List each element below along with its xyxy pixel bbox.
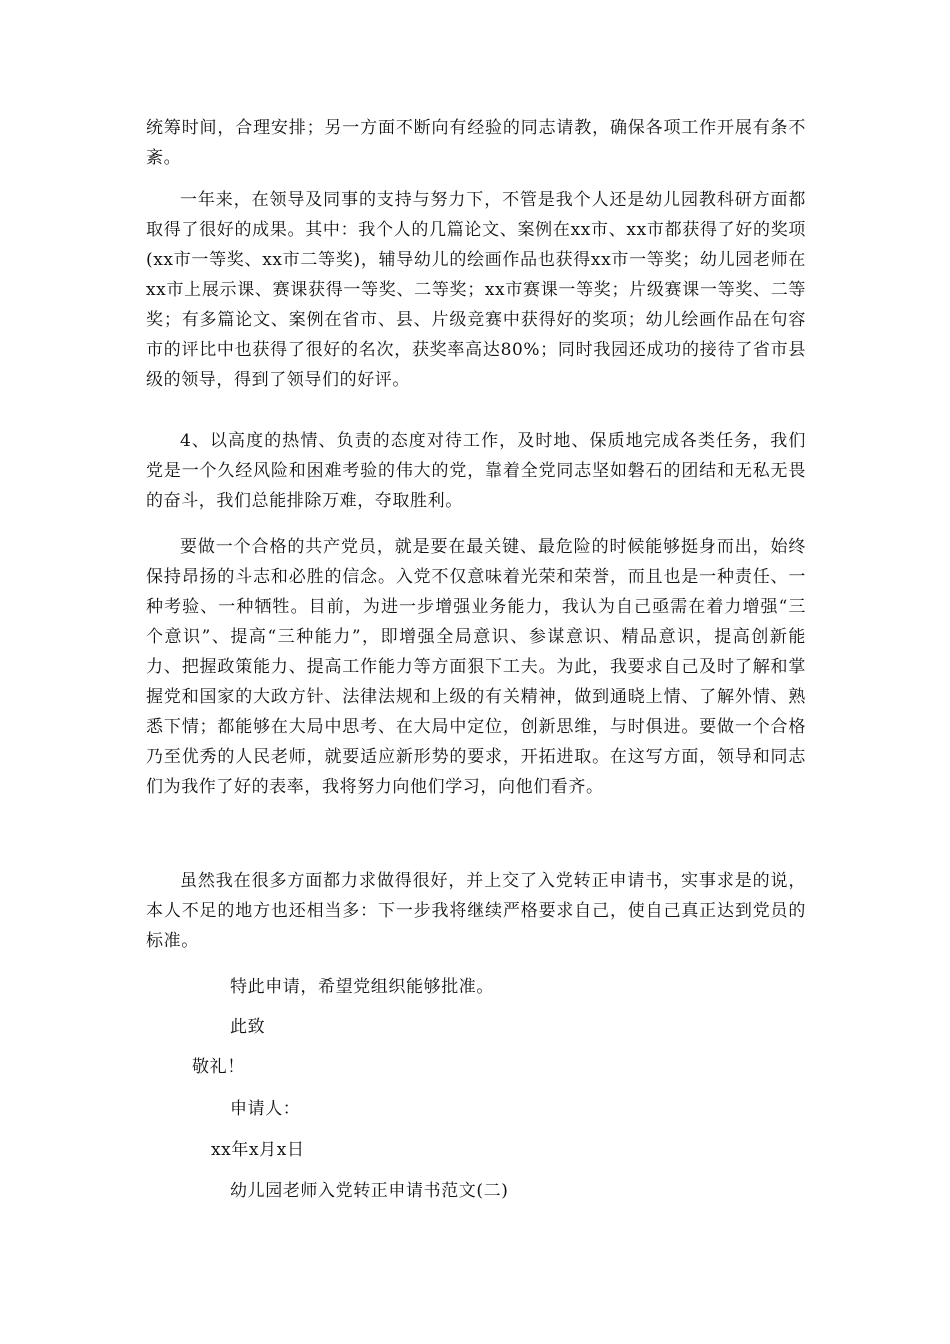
paragraph-attitude: 4、以高度的热情、负责的态度对待工作，及时地、保质地完成各类任务，我们党是一个久经风险和困难考验的伟大的党，靠着全党同志坚如磐石的团结和无私无畏的奋斗，我们总能排除万难，夺取胜利。 (146, 431, 806, 511)
closing-respect: 敬礼！ (192, 1057, 245, 1077)
applicant-label: 申请人： (230, 1099, 301, 1119)
paragraph-shortcomings: 虽然我在很多方面都力求做得很好，并上交了入党转正申请书，实事求是的说，本人不足的地方也还相当多：下一步我将继续严格要求自己，使自己真正达到党员的标准。 (146, 871, 806, 951)
closing-request: 特此申请，希望党组织能够批准。 (230, 977, 494, 997)
application-date: xx年x月x日 (211, 1140, 305, 1160)
paragraph-qualified-member: 要做一个合格的共产党员，就是要在最关键、最危险的时候能够挺身而出，始终保持昂扬的斗志和必胜的信念。入党不仅意味着光荣和荣誉，而且也是一种责任、一种考验、一种牺牲。目前，为进一步增强业务能力，我认为自己亟需在着力增强“三个意识”、提高“三种能力”，即增强全局意识、参谋意识、精品意识，提高创新能力、把握政策能力、提高工作能力等方面狠下工夫。为此，我要求自己及时了解和掌握党和国家的大政方针、法律法规和上级的有关精神，做到通晓上情、了解外情、熟悉下情；都能够在大局中思考、在大局中定位，创新思维，与时俱进。要做一个合格乃至优秀的人民老师，就要适应新形势的要求，开拓进取。在这写方面，领导和同志们为我作了好的表率，我将努力向他们学习，向他们看齐。 (146, 537, 806, 797)
next-article-title: 幼儿园老师入党转正申请书范文(二) (230, 1181, 509, 1201)
closing-salutation: 此致 (230, 1017, 266, 1037)
paragraph-achievements: 一年来，在领导及同事的支持与努力下，不管是我个人还是幼儿园教科研方面都取得了很好的成果。其中：我个人的几篇论文、案例在xx市、xx市都获得了好的奖项(xx市一等奖、xx市二等奖)，辅导幼儿的绘画作品也获得xx市一等奖；幼儿园老师在xx市上展示课、赛课获得一等奖、二等奖；xx市赛课一等奖；片级赛课一等奖、二等奖；有多篇论文、案例在省市、县、片级竞赛中获得好的奖项；幼儿绘画作品在句容市的评比中也获得了很好的名次，获奖率高达80%；同时我园还成功的接待了省市县级的领导，得到了领导们的好评。 (146, 190, 806, 390)
paragraph-continuation: 统筹时间，合理安排；另一方面不断向有经验的同志请教，确保各项工作开展有条不紊。 (146, 118, 806, 168)
